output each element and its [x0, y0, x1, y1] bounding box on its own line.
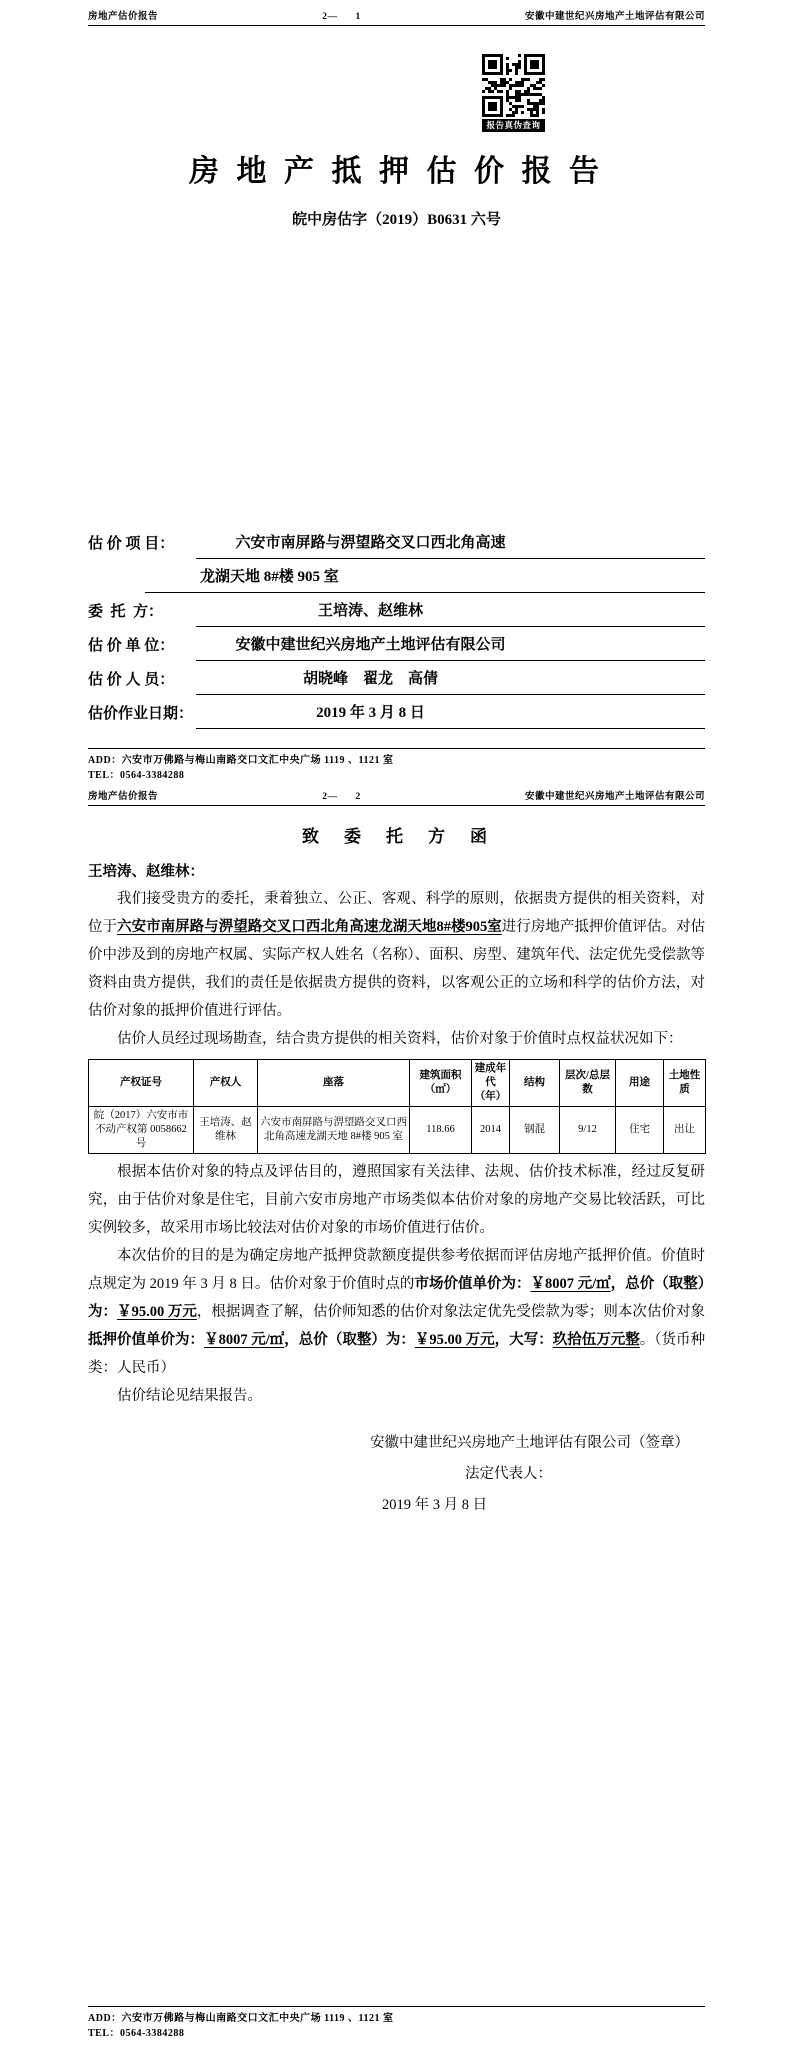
footer-tel: TEL：0564-3384288	[88, 2028, 185, 2039]
footer-address: ADD：六安市万佛路与梅山南路交口文汇中央广场 1119 、1121 室	[88, 2013, 394, 2024]
cell-floor-level: 9/12	[560, 1107, 616, 1154]
col-floor-area: 建筑面积（㎡）	[410, 1060, 472, 1107]
letter-paragraph-4: 本次估价的目的是为确定房地产抵押贷款额度提供参考依据而评估房地产抵押价值。价值时点规定为 2019 年 3 月 8 日。估价对象于价值时点的市场价值单价为：￥8007 元/㎡，总价（取整）为：￥95.00 万元，根据调查了解，估价师知悉的估价对象法定优先受偿款为零；则本次估价对象抵押价值单价为：￥8007 元/㎡，总价（取整）为：￥95.00 万元，大写：玖拾伍万元整。（货币种类：人民币）	[88, 1248, 706, 1376]
field-project	[88, 528, 705, 559]
field-agency-value: 安徽中建世纪兴房地产土地评估有限公司	[196, 630, 705, 661]
col-owner: 产权人	[194, 1060, 258, 1107]
header-company-name: 安徽中建世纪兴房地产土地评估有限公司	[524, 12, 705, 22]
col-floor-level: 层次/总层数	[560, 1060, 616, 1107]
cell-owner: 王培涛、赵维林	[194, 1107, 258, 1154]
property-rights-table	[88, 1059, 706, 1154]
letter-title: 致 委 托 方 函	[302, 827, 491, 846]
field-client-label: 委 托 方：	[88, 604, 164, 620]
doc-number: 皖中房估字（2019）B0631 六号	[292, 212, 501, 228]
field-agency	[88, 630, 705, 661]
page-number-prefix: 2—	[322, 792, 338, 802]
page1-footer-box	[88, 748, 705, 783]
qr-caption: 报告真伪查询	[482, 119, 545, 132]
page-number-current: 2	[355, 792, 361, 802]
field-project-line2	[88, 562, 705, 593]
page2-footer	[88, 2006, 705, 2041]
cell-certificate-no: 皖（2017）六安市市不动产权第 0058662 号	[89, 1107, 194, 1154]
cell-floor-area: 118.66	[410, 1107, 472, 1154]
cell-structure: 钢混	[510, 1107, 560, 1154]
field-agency-label: 估 价 单 位：	[88, 638, 175, 654]
letter-salutation: 王培涛、赵维林：	[88, 864, 204, 880]
page2-header-row	[88, 788, 705, 806]
col-use: 用途	[616, 1060, 664, 1107]
cell-year-built: 2014	[472, 1107, 510, 1154]
field-project-value-line2: 龙湖天地 8#楼 905 室	[145, 562, 705, 593]
cover-fields	[88, 528, 705, 732]
header-doc-title: 房地产估价报告	[88, 792, 159, 802]
signature-legal-rep: 法定代表人：	[465, 1466, 552, 1482]
col-land-nature: 土地性质	[664, 1060, 706, 1107]
field-staff-value: 胡晓峰 翟龙 高倩	[196, 664, 705, 695]
letter-paragraph-1: 我们接受贵方的委托，秉着独立、公正、客观、科学的原则，依据贵方提供的相关资料，对位于六安市南屏路与淠望路交叉口西北角高速龙湖天地8#楼905室进行房地产抵押价值评估。对估价中涉及到的房地产权属、实际产权人姓名（名称）、面积、房型、建筑年代、法定优先受偿款等资料由贵方提供，我们的责任是依据贵方提供的资料，以客观公正的立场和科学的估价方法，对估价对象的抵押价值进行评估。	[88, 891, 706, 1019]
page2-footer-box	[88, 2006, 705, 2041]
field-staff-label: 估 价 人 员：	[88, 672, 175, 688]
col-certificate-no: 产权证号	[89, 1060, 194, 1107]
field-staff	[88, 664, 705, 695]
page1-footer	[88, 748, 705, 783]
footer-tel: TEL：0564-3384288	[88, 770, 185, 781]
field-client	[88, 596, 705, 627]
field-project-label: 估 价 项 目：	[88, 536, 175, 552]
field-date-label: 估价作业日期：	[88, 706, 194, 722]
letter-paragraph-5: 估价结论见结果报告。	[117, 1388, 262, 1404]
page2-page-number	[322, 792, 361, 802]
report-title: 房 地 产 抵 押 估 价 报 告	[189, 155, 604, 188]
field-client-value: 王培涛、赵维林	[196, 596, 705, 627]
page-number-prefix: 2—	[322, 12, 338, 22]
field-date-value: 2019 年 3 月 8 日	[196, 698, 705, 729]
col-year-built: 建成年代（年）	[472, 1060, 510, 1107]
letter-paragraph-3: 根据本估价对象的特点及评估目的，遵照国家有关法律、法规、估价技术标准，经过反复研究，由于估价对象是住宅，目前六安市房地产市场类似本估价对象的房地产交易比较活跃，可比实例较多，故采用市场比较法对估价对象的市场价值进行估价。	[88, 1164, 705, 1236]
footer-address: ADD：六安市万佛路与梅山南路交口文汇中央广场 1119 、1121 室	[88, 755, 394, 766]
page2-header	[88, 788, 705, 806]
header-company-name: 安徽中建世纪兴房地产土地评估有限公司	[524, 792, 705, 802]
cell-land-nature: 出让	[664, 1107, 706, 1154]
cell-use: 住宅	[616, 1107, 664, 1154]
col-location: 座落	[258, 1060, 410, 1107]
signature-company: 安徽中建世纪兴房地产土地评估有限公司（签章）	[370, 1435, 689, 1451]
page1-header-row	[88, 8, 705, 26]
cover-title-block	[88, 146, 705, 190]
col-structure: 结构	[510, 1060, 560, 1107]
signature-block	[370, 1428, 705, 1521]
letter-paragraph-2: 估价人员经过现场勘查，结合贵方提供的相关资料，估价对象于价值时点权益状况如下：	[117, 1031, 683, 1047]
header-doc-title: 房地产估价报告	[88, 12, 159, 22]
page-number-current: 1	[355, 12, 361, 22]
qr-code	[482, 54, 545, 117]
table-row	[89, 1107, 706, 1154]
qr-block	[482, 54, 545, 132]
page2-body	[88, 822, 705, 1521]
signature-date: 2019 年 3 月 8 日	[382, 1497, 488, 1513]
table-header-row	[89, 1060, 706, 1107]
field-date	[88, 698, 705, 729]
cell-location: 六安市南屏路与淠望路交叉口西北角高速龙湖天地 8#楼 905 室	[258, 1107, 410, 1154]
field-project-value-line1: 六安市南屏路与淠望路交叉口西北角高速	[196, 528, 705, 559]
doc-number-block	[88, 208, 705, 229]
page1-header	[88, 8, 705, 26]
page1-page-number	[322, 12, 361, 22]
